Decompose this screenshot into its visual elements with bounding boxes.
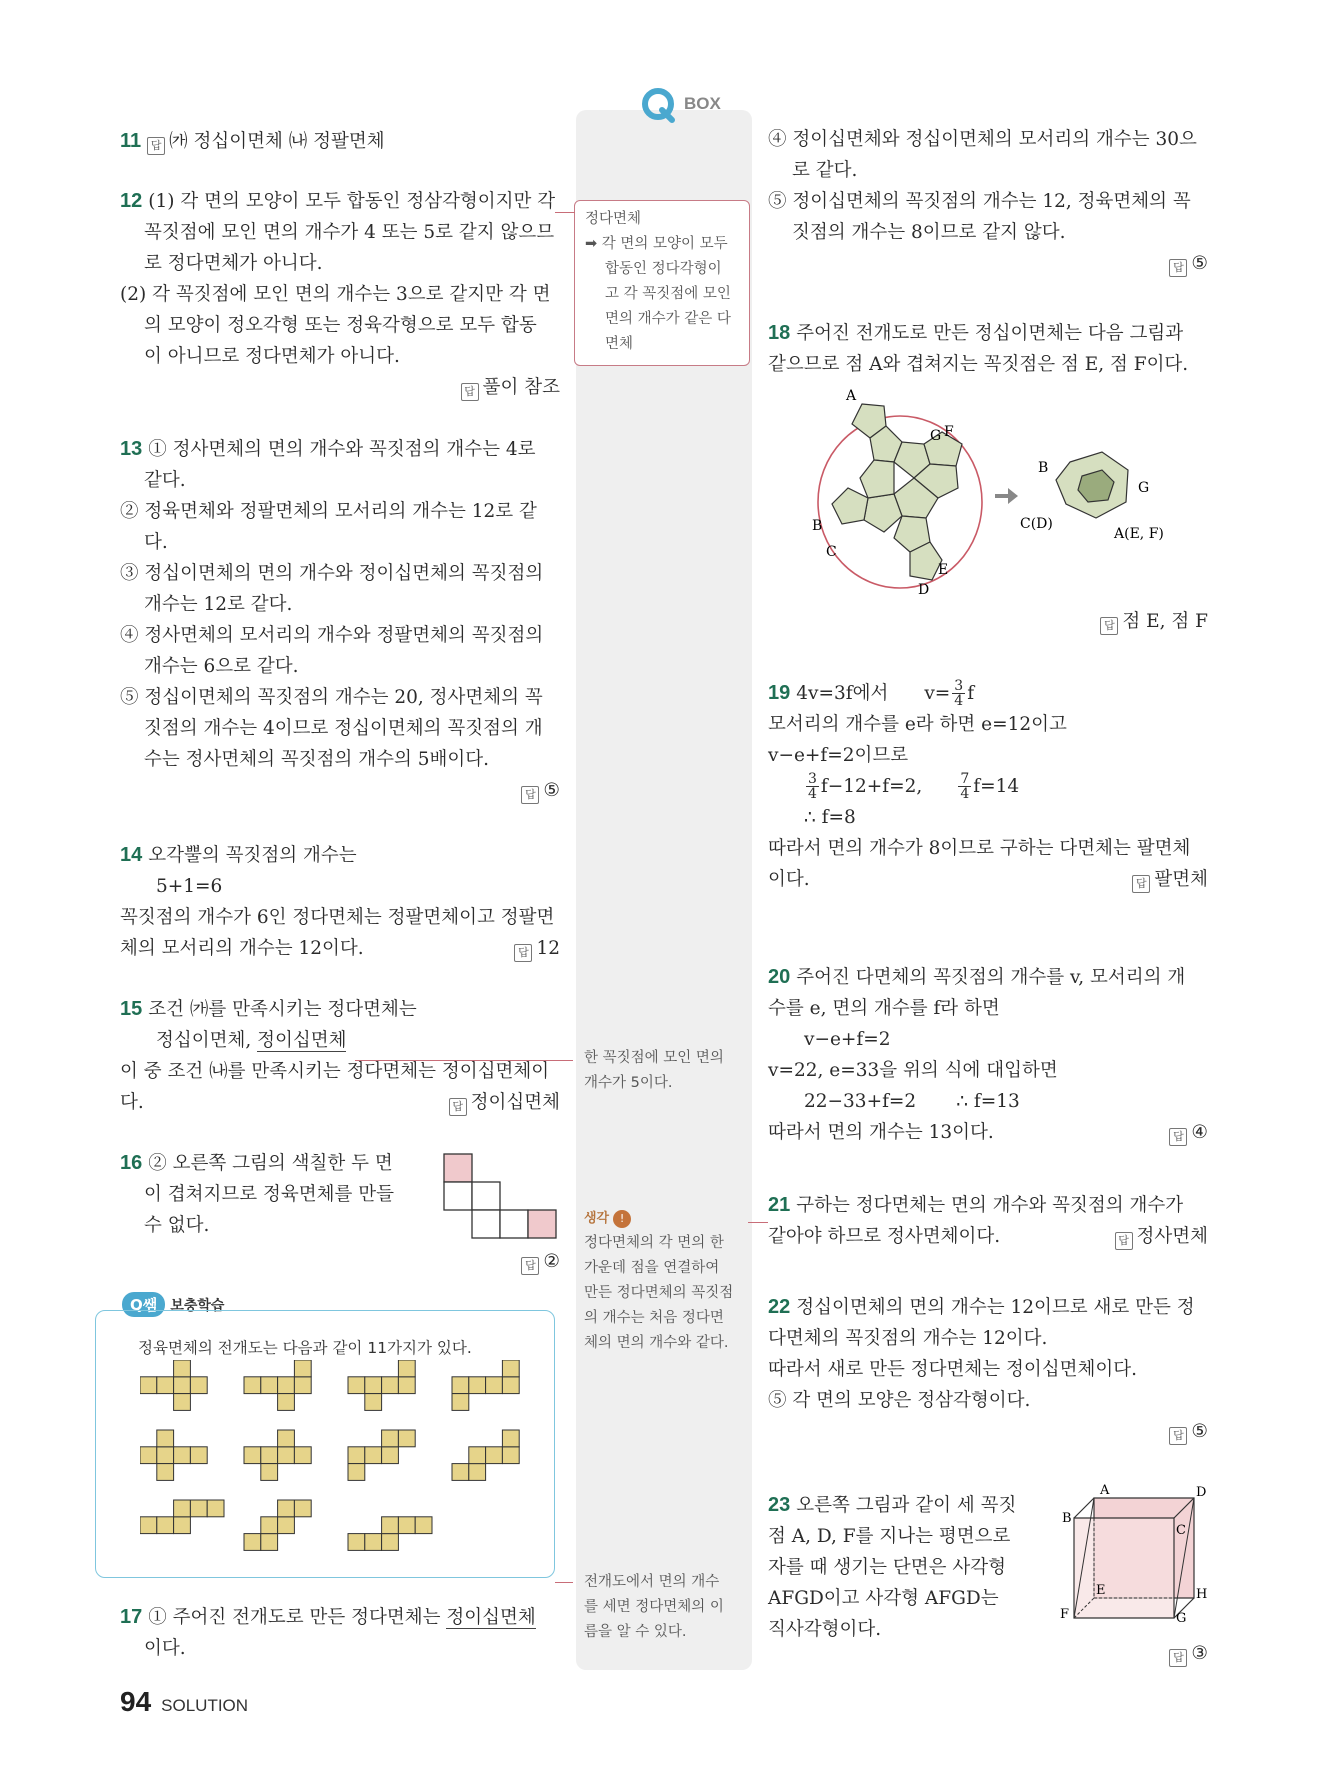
answer-text: ⑤ — [1191, 1421, 1208, 1442]
answer-icon: 답 — [1100, 617, 1118, 635]
cube-net — [348, 1517, 432, 1551]
text-line: f — [967, 683, 975, 704]
net-face — [348, 1377, 365, 1394]
net-face — [174, 1447, 191, 1464]
note-line: 면의 개수가 같은 다 — [605, 311, 731, 327]
denominator: 4 — [808, 786, 817, 802]
problem-number: 11 — [120, 130, 142, 152]
answer-icon: 답 — [521, 786, 539, 804]
answer-text: 팔면체 — [1154, 869, 1208, 890]
text-line: f−12+f=2, — [820, 776, 923, 797]
vertex-label: D — [1196, 1485, 1207, 1500]
problem-number: 13 — [120, 438, 143, 460]
cube-net — [244, 1500, 311, 1550]
page-number: 94 — [120, 1686, 152, 1717]
text-line: AFGD이고 사각형 AFGD는 — [768, 1588, 999, 1609]
net-face — [382, 1517, 399, 1534]
net-face — [261, 1377, 278, 1394]
note-line: 가운데 점을 연결하여 — [584, 1260, 720, 1276]
problem-20 — [768, 962, 1208, 1148]
text-line: 오른쪽 그림과 같이 세 꼭짓 — [796, 1495, 1017, 1516]
net-face — [398, 1430, 415, 1447]
text-line: 의 모양이 정오각형 또는 정육각형으로 모두 합동 — [144, 315, 537, 336]
problem-15 — [120, 994, 560, 1118]
answer-text: ③ — [1191, 1643, 1208, 1664]
text-line: 같아야 하므로 정사면체이다. — [768, 1226, 1001, 1247]
text-line: 같다. — [144, 470, 186, 491]
footer — [120, 1686, 248, 1718]
text-line: 조건 ㈎를 만족시키는 정다면체는 — [148, 999, 417, 1020]
vertex-label: B — [812, 518, 823, 534]
vertex-label: B — [1062, 1511, 1072, 1526]
net-face — [174, 1500, 191, 1517]
vertex-label: A(E, F) — [1114, 526, 1164, 542]
cube-net — [140, 1500, 224, 1534]
vertex-label: G — [1176, 1611, 1187, 1622]
problem-number: 16 — [120, 1152, 143, 1174]
answer — [449, 1087, 560, 1118]
answer-icon: 답 — [1169, 1427, 1187, 1445]
side-note-icosahedron — [584, 1046, 748, 1096]
problem-12 — [120, 186, 560, 403]
numerator: 7 — [960, 771, 970, 787]
net-face — [486, 1447, 503, 1464]
net-face — [452, 1377, 469, 1394]
tip-label: 생각 — [584, 1211, 610, 1226]
net-face — [278, 1430, 295, 1447]
text-line: 수 없다. — [144, 1215, 210, 1236]
net-face — [486, 1377, 503, 1394]
text-line: v−e+f=2 — [804, 1029, 891, 1050]
answer-icon: 답 — [1169, 1649, 1187, 1667]
text-line: ② 정육면체와 정팔면체의 모서리의 개수는 12로 같 — [120, 501, 537, 522]
text-line: (1) 각 면의 모양이 모두 합동인 정삼각형이지만 각 — [148, 191, 556, 212]
box-title: BOX — [684, 94, 721, 113]
answer-text: 점 E, 점 F — [1122, 611, 1208, 632]
answer-icon: 답 — [449, 1098, 467, 1116]
vertex-label: C — [826, 544, 837, 560]
text-line: 22−33+f=2 — [804, 1091, 917, 1112]
text-line: 같으므로 점 A와 겹쳐지는 꼭짓점은 점 E, 점 F이다. — [768, 354, 1189, 375]
net-face — [415, 1517, 432, 1534]
text-line: 따라서 면의 개수가 8이므로 구하는 다면체는 팔면체 — [768, 838, 1191, 859]
net-face — [261, 1534, 278, 1551]
problem-number: 23 — [768, 1494, 791, 1516]
net-face — [382, 1430, 399, 1447]
text-line: 5+1=6 — [156, 876, 223, 897]
text-line: 자를 때 생기는 단면은 사각형 — [768, 1557, 1006, 1578]
vertex-label: B — [1038, 460, 1049, 476]
arrow-icon — [995, 488, 1018, 504]
net-face — [502, 1360, 519, 1377]
net-face — [244, 1447, 261, 1464]
answer-text: 정이십면체 — [470, 1092, 560, 1113]
leader-line — [555, 1582, 573, 1583]
denominator: 4 — [960, 786, 970, 802]
answer-icon: 답 — [461, 383, 479, 401]
note-line: 만든 정다면체의 꼭짓점 — [584, 1285, 734, 1301]
answer-text: 풀이 참조 — [482, 377, 560, 398]
text-line: 이 겹쳐지므로 정육면체를 만들 — [144, 1184, 394, 1205]
text-line: ② 오른쪽 그림의 색칠한 두 면 — [148, 1153, 393, 1174]
net-face — [157, 1447, 174, 1464]
footer-label: SOLUTION — [161, 1696, 249, 1715]
note-line: 면체 — [605, 336, 634, 352]
note-line: 름을 알 수 있다. — [584, 1624, 687, 1640]
text-line: 개수는 12로 같다. — [144, 594, 293, 615]
text-line: 개수는 6으로 같다. — [144, 656, 299, 677]
text-line: 꼭짓점의 개수가 6인 정다면체는 정팔면체이고 정팔면 — [120, 907, 555, 928]
text-line: 로 같다. — [792, 160, 858, 181]
net-face — [398, 1360, 415, 1377]
q-logo-icon — [640, 84, 678, 124]
text-line: 정십이면체의 면의 개수는 12이므로 새로 만든 정 — [796, 1297, 1195, 1318]
leader-line — [355, 1060, 573, 1061]
net-face — [278, 1517, 295, 1534]
problem-19 — [768, 678, 1208, 895]
text-line: 주어진 전개도로 만든 정십이면체는 다음 그림과 — [796, 323, 1184, 344]
answer-text: ⑤ — [543, 780, 560, 801]
cube-section-figure — [1060, 1482, 1210, 1622]
problem-17-part2 — [768, 124, 1208, 279]
note-line: 한 꼭짓점에 모인 면의 — [584, 1050, 724, 1066]
underlined-term: 정이십면체 — [257, 1030, 347, 1051]
text-line: 정십이면체, — [156, 1030, 258, 1051]
note-line: ➡ 각 면의 모양이 모두 — [585, 236, 728, 252]
vertex-label: D — [918, 582, 930, 598]
net-face — [278, 1377, 295, 1394]
vertex-label: H — [1196, 1587, 1208, 1602]
problem-11 — [120, 126, 560, 157]
answer-text: 12 — [536, 938, 560, 959]
vertex-label: G — [1138, 480, 1150, 496]
dodecahedron-net-figure — [790, 384, 1210, 604]
text-line: 이다. — [144, 1638, 186, 1659]
problem-number: 15 — [120, 998, 143, 1020]
problem-number: 22 — [768, 1296, 791, 1318]
numerator: 3 — [954, 678, 964, 694]
answer — [768, 1416, 1208, 1447]
net-face — [294, 1500, 311, 1517]
answer-text: ④ — [1191, 1122, 1208, 1143]
text-line: 다. — [120, 1092, 144, 1113]
net-face — [382, 1377, 399, 1394]
net-face — [452, 1394, 469, 1411]
answer — [1169, 1117, 1208, 1148]
denominator: 4 — [954, 693, 964, 709]
net-face — [244, 1534, 261, 1551]
problem-number: 20 — [768, 966, 791, 988]
net-face — [157, 1464, 174, 1481]
fraction — [806, 772, 819, 801]
answer-icon: 답 — [147, 137, 165, 155]
net-face — [382, 1534, 399, 1551]
text-line: 짓점의 개수는 8이므로 같지 않다. — [792, 222, 1066, 243]
cube-net — [140, 1430, 207, 1480]
problem-17-part1 — [120, 1602, 560, 1664]
vertex-label: A — [1100, 1483, 1110, 1498]
text-line: ⑤ 정이십면체의 꼭짓점의 개수는 12, 정육면체의 꼭 — [768, 191, 1191, 212]
side-note-net — [584, 1570, 748, 1645]
vertex-label: E — [938, 562, 949, 578]
cube-nets-figure — [140, 1360, 540, 1560]
qbox-text: 정육면체의 전개도는 다음과 같이 11가지가 있다. — [138, 1339, 472, 1357]
problem-number: 17 — [120, 1606, 143, 1628]
net-face — [174, 1360, 191, 1377]
text-line: ④ 정사면체의 모서리의 개수와 정팔면체의 꼭짓점의 — [120, 625, 544, 646]
cube-net — [244, 1360, 311, 1410]
text-line: (2) 각 꼭짓점에 모인 면의 개수는 3으로 같지만 각 면 — [120, 284, 551, 305]
net-face — [174, 1517, 191, 1534]
text-line: 구하는 정다면체는 면의 개수와 꼭짓점의 개수가 — [796, 1195, 1184, 1216]
answer-text: ⑤ — [1191, 253, 1208, 274]
net-face — [174, 1377, 191, 1394]
text-line: 따라서 면의 개수는 13이다. — [768, 1122, 994, 1143]
net-face — [190, 1377, 207, 1394]
answer — [1100, 1638, 1208, 1669]
text-line: 이 중 조건 ㈏를 만족시키는 정다면체는 정이십면체이 — [120, 1061, 550, 1082]
lightbulb-icon: ! — [613, 1210, 631, 1228]
net-face — [261, 1464, 278, 1481]
q-badge: Q쌤 — [122, 1292, 165, 1317]
text-line: ④ 정이십면체와 정십이면체의 모서리의 개수는 30으 — [768, 129, 1197, 150]
text-line: 수는 정사면체의 꼭짓점의 개수의 5배이다. — [144, 749, 489, 770]
answer-icon: 답 — [521, 1257, 539, 1275]
answer-icon: 답 — [1115, 1232, 1133, 1250]
side-note-tip — [584, 1206, 748, 1356]
note-line: 고 각 꼭짓점에 모인 — [605, 286, 731, 302]
net-face — [469, 1464, 486, 1481]
net-face — [382, 1447, 399, 1464]
text-line: ⑤ 각 면의 모양은 정삼각형이다. — [768, 1390, 1031, 1411]
side-note-regular-polyhedron — [574, 200, 750, 366]
text-line: v=22, e=33을 위의 식에 대입하면 — [768, 1060, 1058, 1081]
text-line: 이 아니므로 정다면체가 아니다. — [144, 346, 400, 367]
answer-icon: 답 — [1169, 1128, 1187, 1146]
answer — [420, 1246, 560, 1277]
net-face — [365, 1377, 382, 1394]
net-face — [294, 1447, 311, 1464]
problem-21 — [768, 1190, 1208, 1252]
answer — [120, 372, 560, 403]
cube-net — [348, 1430, 415, 1480]
answer-text: 정사면체 — [1136, 1226, 1208, 1247]
note-line: 의 개수는 처음 정다면 — [584, 1310, 724, 1326]
net-face — [140, 1447, 157, 1464]
net-face — [278, 1394, 295, 1411]
answer-text: ② — [543, 1251, 560, 1272]
net-face — [365, 1534, 382, 1551]
net-face — [348, 1534, 365, 1551]
net-face — [469, 1377, 486, 1394]
qbox-subtitle: 보충학습 — [170, 1298, 225, 1314]
answer — [1132, 864, 1208, 895]
net-face — [278, 1447, 295, 1464]
dodecahedron-solid — [1056, 452, 1128, 518]
text-line: ⑤ 정십이면체의 꼭짓점의 개수는 20, 정사면체의 꼭 — [120, 687, 543, 708]
text-line: 오각뿔의 꼭짓점의 개수는 — [148, 845, 357, 866]
answer-icon: 답 — [1169, 259, 1187, 277]
text-line: 4v=3f에서 — [796, 683, 889, 704]
net-face — [157, 1430, 174, 1447]
fraction — [952, 679, 965, 708]
vertex-label: C — [1176, 1523, 1186, 1538]
problem-14 — [120, 840, 560, 964]
text-line: ③ 정십이면체의 면의 개수와 정이십면체의 꼭짓점의 — [120, 563, 544, 584]
net-face — [174, 1394, 191, 1411]
net-face — [502, 1430, 519, 1447]
answer — [1115, 1221, 1208, 1252]
net-face — [261, 1517, 278, 1534]
problem-13 — [120, 434, 560, 806]
answer-icon: 답 — [514, 944, 532, 962]
problem-22 — [768, 1292, 1208, 1447]
net-face — [157, 1517, 174, 1534]
leader-line — [748, 1222, 768, 1223]
text-line: 다면체의 꼭짓점의 개수는 12이다. — [768, 1328, 1048, 1349]
leader-line — [555, 212, 575, 213]
cube-net-figure — [440, 1150, 560, 1244]
text-line: 꼭짓점에 모인 면의 개수가 4 또는 5로 같지 않으므 — [144, 222, 555, 243]
net-face — [502, 1447, 519, 1464]
answer-text: ㈎ 정십이면체 ㈏ 정팔면체 — [169, 131, 385, 152]
answer — [768, 248, 1208, 279]
text-line: 로 정다면체가 아니다. — [144, 253, 323, 274]
net-face — [278, 1500, 295, 1517]
net-face — [157, 1377, 174, 1394]
problem-18 — [768, 318, 1208, 380]
net-face — [469, 1447, 486, 1464]
text-line: 수를 e, 면의 개수를 f라 하면 — [768, 998, 1000, 1019]
text-line: ① 정사면체의 면의 개수와 꼭짓점의 개수는 4로 — [148, 439, 536, 460]
net-face — [398, 1517, 415, 1534]
answer — [514, 933, 560, 964]
answer — [120, 775, 560, 806]
text-line: 다. — [144, 532, 168, 553]
cube-net — [244, 1430, 311, 1480]
text-line: v= — [924, 683, 951, 704]
numerator: 3 — [808, 771, 817, 787]
note-title: 정다면체 — [585, 211, 642, 227]
net-face — [207, 1500, 224, 1517]
net-face — [244, 1377, 261, 1394]
net-face — [294, 1360, 311, 1377]
text-line: 체의 모서리의 개수는 12이다. — [120, 938, 364, 959]
note-line: 체의 면의 개수와 같다. — [584, 1335, 729, 1351]
underlined-term: 정이십면체 — [446, 1607, 536, 1628]
text-line: ∴ f=8 — [804, 807, 856, 828]
net-face — [365, 1394, 382, 1411]
note-line: 정다면체의 각 면의 한 — [584, 1235, 724, 1251]
text-line: 모서리의 개수를 e라 하면 e=12이고 — [768, 714, 1067, 735]
note-line: 개수가 5이다. — [584, 1075, 673, 1091]
answer — [1000, 606, 1208, 637]
note-line: 합동인 정다각형이 — [605, 261, 722, 277]
note-line: 를 세면 정다면체의 이 — [584, 1599, 724, 1615]
cube-net — [140, 1360, 207, 1410]
box-header — [640, 84, 721, 124]
net-face — [398, 1377, 415, 1394]
cube-net — [452, 1430, 519, 1480]
vertex-label: F — [1060, 1607, 1070, 1622]
net-face — [348, 1464, 365, 1481]
vertex-label: A — [846, 388, 857, 404]
text-line: 직사각형이다. — [768, 1619, 882, 1640]
net-face — [140, 1377, 157, 1394]
problem-number: 18 — [768, 322, 791, 344]
net-face — [294, 1377, 311, 1394]
text-line: 이다. — [768, 869, 810, 890]
text-line: 짓점의 개수는 4이므로 정십이면체의 꼭짓점의 개 — [144, 718, 543, 739]
net-face — [365, 1447, 382, 1464]
text-line: f=14 — [973, 776, 1020, 797]
net-face — [452, 1464, 469, 1481]
note-line: 전개도에서 면의 개수 — [584, 1574, 720, 1590]
problem-number: 21 — [768, 1194, 791, 1216]
problem-23 — [768, 1490, 1048, 1645]
text-line: 주어진 다면체의 꼭짓점의 개수를 v, 모서리의 개 — [796, 967, 1186, 988]
vertex-label: F — [944, 424, 954, 440]
vertex-label: C(D) — [1020, 516, 1053, 532]
text-line: ∴ f=13 — [956, 1091, 1020, 1112]
cube-net — [452, 1360, 519, 1410]
text-line: 따라서 새로 만든 정다면체는 정이십면체이다. — [768, 1359, 1137, 1380]
net-face — [190, 1500, 207, 1517]
net-face — [502, 1377, 519, 1394]
text-line: ① 주어진 전개도로 만든 정다면체는 — [148, 1607, 447, 1628]
net-face — [348, 1447, 365, 1464]
cube-net — [348, 1360, 415, 1410]
text-line: 점 A, D, F를 지나는 평면으로 — [768, 1526, 1011, 1547]
problem-number: 19 — [768, 682, 791, 704]
net-face — [140, 1517, 157, 1534]
fraction — [958, 772, 971, 801]
text-line: v−e+f=2이므로 — [768, 745, 909, 766]
net-face — [261, 1447, 278, 1464]
net-face — [190, 1447, 207, 1464]
vertex-label: G — [930, 428, 942, 444]
answer-icon: 답 — [1132, 875, 1150, 893]
problem-number: 12 — [120, 190, 143, 212]
vertex-label: E — [1096, 1583, 1106, 1598]
problem-16 — [120, 1148, 420, 1241]
problem-number: 14 — [120, 844, 143, 866]
